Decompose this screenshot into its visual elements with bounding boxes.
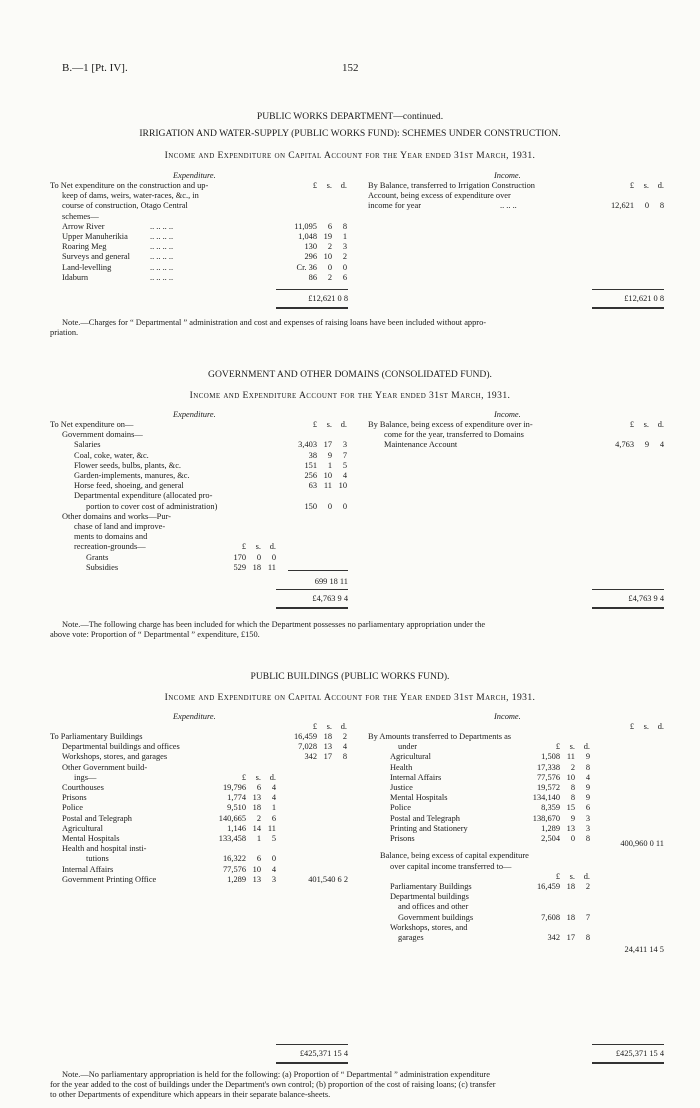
s2-by-line: By Balance, being excess of expenditure over in- — [368, 420, 533, 429]
s1-leader: .. .. .. .. — [150, 221, 174, 231]
s3-note: Note.—No parliamentary appropriation is held for the following: (a) Proportion of “ Departmental ” administration expenditure — [62, 1070, 490, 1079]
s2-note: Note.—The following charge has been included for which the Department possesses no parliamentary appropriation under the — [62, 620, 486, 629]
s1-income-label: Income. — [494, 171, 521, 180]
s1-to-line: keep of dams, weirs, water-races, &c., in — [62, 191, 199, 201]
s1-total-right: £12,621 0 8 — [624, 294, 664, 303]
s2-dept-line: portion to cover cost of administration) — [86, 501, 218, 511]
s3-other-line: Other Government build- — [62, 762, 148, 772]
s3-note-cont2: to other Departments of expenditure which appears in their separate balance-sheets. — [50, 1090, 331, 1099]
s3-heading: Income and Expenditure on Capital Account for the Year ended 31st March, 1931. — [164, 692, 536, 703]
s2-rule — [288, 570, 348, 571]
s1-note: Note.—Charges for “ Departmental ” administration and cost and expenses of raising loans have been included without appro- — [62, 318, 487, 327]
s2-to-line: To Net expenditure on— — [50, 420, 134, 429]
s1-rule — [276, 289, 348, 290]
s1-leader: .. .. .. .. — [150, 232, 174, 241]
page-number: 152 — [342, 62, 359, 74]
s2-subsidies-name: Subsidies — [86, 562, 119, 572]
s1-item-name: Arrow River — [62, 221, 105, 231]
s1-to-line: schemes— — [62, 211, 99, 221]
s2-expenditure-label: Expenditure. — [173, 410, 216, 419]
s3-inc-item-name: Police — [390, 803, 411, 813]
s2-heading: Income and Expenditure Account for the Year ended 31st March, 1931. — [189, 390, 511, 401]
s2-item-name: Horse feed, shoeing, and general — [74, 481, 184, 491]
s3-inc-item-name: Prisons — [390, 834, 415, 843]
s3-title: PUBLIC BUILDINGS (PUBLIC WORKS FUND). — [250, 671, 450, 682]
s1-to-line: To Net expenditure on the construction and up- — [50, 181, 209, 190]
s3-item-name: tutions — [86, 854, 109, 864]
s1-leader: .. .. .. .. — [150, 272, 174, 282]
s3-total-right: £425,371 15 4 — [615, 1049, 664, 1058]
s3-double-rule — [276, 1062, 348, 1064]
s1-expenditure-label: Expenditure. — [173, 171, 216, 180]
s2-to-line: Government domains— — [62, 430, 143, 440]
s3-item-name: Mental Hospitals — [62, 834, 120, 843]
s2-other-line: chase of land and improve- — [74, 522, 166, 531]
s1-total-left: £12,621 0 8 — [308, 294, 348, 303]
s3-item-name: Internal Affairs — [62, 864, 114, 874]
s2-rule — [276, 589, 348, 590]
s1-leader: .. .. .. .. — [150, 262, 174, 272]
s3-item-name: Agricultural — [62, 823, 103, 833]
s3-top-item-name: Departmental buildings and offices — [62, 742, 180, 752]
s3-expenditure-label: Expenditure. — [173, 712, 216, 721]
s3-top-item-name: Workshops, stores, and garages — [62, 752, 168, 762]
running-header: B.—1 [Pt. IV]. — [62, 62, 128, 74]
s1-leader: .. .. .. — [500, 201, 517, 211]
s3-inc-subtotal: 400,960 0 11 — [620, 839, 664, 849]
s2-item-name: Flower seeds, bulbs, plants, &c. — [74, 460, 182, 470]
s3-item-name: Postal and Telegraph — [62, 813, 132, 823]
s1-double-rule — [276, 307, 348, 309]
s3-inc-item-name: Printing and Stationery — [390, 823, 468, 833]
s3-item-name: Prisons — [62, 793, 87, 803]
s1-item-name: Land-levelling — [62, 262, 112, 272]
s1-item-name: Upper Manuherikia — [62, 232, 128, 241]
s3-rule — [592, 1044, 664, 1045]
s1-to-line: course of construction, Otago Central — [62, 201, 188, 211]
s3-top-item-name: To Parliamentary Buildings — [50, 732, 143, 741]
s3-note-cont: for the year added to the cost of buildings under the Department's own control; (b) proportion of the cost of raising loans; (c) transfer — [50, 1080, 496, 1089]
s2-other-total: 699 18 11 — [314, 577, 348, 586]
s1-leader: .. .. .. .. — [150, 252, 174, 262]
s2-total-left: £4,763 9 4 — [312, 594, 348, 603]
s3-item-name: Health and hospital insti- — [62, 844, 147, 854]
s2-rule — [592, 589, 664, 590]
s1-item-name: Idaburn — [62, 272, 89, 282]
s3-other-total: 401,540 6 2 — [308, 874, 348, 884]
s1-item-name: Surveys and general — [62, 252, 130, 262]
s1-by-line: Account, being excess of expenditure over — [368, 191, 511, 201]
s3-total-left: £425,371 15 4 — [299, 1049, 348, 1058]
s3-bal-item-name: garages — [398, 932, 424, 942]
s2-item-name: Coal, coke, water, &c. — [74, 450, 149, 460]
s2-double-rule — [276, 607, 348, 609]
s3-bal-item-name: Parliamentary Buildings — [390, 881, 472, 891]
s3-balance-line: Balance, being excess of capital expenditure — [380, 851, 529, 861]
s3-inc-item-name: Justice — [390, 783, 413, 792]
s2-item-name: Garden-implements, manures, &c. — [74, 471, 190, 480]
s2-by-line: come for the year, transferred to Domains — [384, 430, 524, 440]
s3-bal-item-name: Departmental buildings — [390, 892, 469, 902]
s1-leader: .. .. .. .. — [150, 242, 174, 252]
s3-inc-item-name: Postal and Telegraph — [390, 813, 460, 823]
s2-double-rule — [592, 607, 664, 609]
s3-item-name: Government Printing Office — [62, 874, 157, 884]
s3-inc-item-name: Agricultural — [390, 752, 431, 762]
s3-inc-item-name: Health — [390, 762, 413, 772]
s3-balance-line: over capital income transferred to— — [390, 861, 512, 871]
s3-by-line: under — [398, 742, 418, 752]
s2-note-cont: above vote: Proportion of “ Departmental ” expenditure, £150. — [50, 630, 260, 639]
s1-heading: Income and Expenditure on Capital Account for the Year ended 31st March, 1931. — [164, 150, 536, 161]
s3-bal-item-name: Workshops, stores, and — [390, 922, 468, 932]
s3-bal-item-name: and offices and other — [398, 902, 469, 912]
s2-total-right: £4,763 9 4 — [628, 594, 664, 603]
s1-double-rule — [592, 307, 664, 309]
s2-income-label: Income. — [494, 410, 521, 419]
s3-inc-item-name: Mental Hospitals — [390, 793, 448, 803]
s2-grants-name: Grants — [86, 552, 109, 562]
s1-rule — [592, 289, 664, 290]
s1-note-cont: priation. — [50, 328, 79, 337]
s2-dept-line: Departmental expenditure (allocated pro- — [74, 491, 213, 501]
s3-other-line: ings— — [74, 772, 97, 782]
s2-other-line: Other domains and works—Pur- — [62, 511, 171, 521]
s2-other-line: recreation-grounds— — [74, 542, 146, 552]
s3-item-name: Police — [62, 803, 83, 813]
s1-by-line: By Balance, transferred to Irrigation Construction — [368, 181, 535, 190]
s3-inc-item-name: Internal Affairs — [390, 772, 442, 782]
s2-by-line: Maintenance Account — [384, 440, 458, 450]
s3-bal-item-name: Government buildings — [398, 912, 474, 922]
s1-title: PUBLIC WORKS DEPARTMENT—continued. — [256, 111, 444, 122]
s2-item-name: Salaries — [74, 440, 101, 450]
s3-rule — [276, 1044, 348, 1045]
s2-title: GOVERNMENT AND OTHER DOMAINS (CONSOLIDATED FUND). — [208, 369, 492, 380]
s1-by-line: income for year — [368, 201, 422, 211]
s3-by-line: By Amounts transferred to Departments as — [368, 732, 512, 741]
s3-item-name: Courthouses — [62, 783, 104, 792]
s3-bal-total: 24,411 14 5 — [624, 945, 664, 955]
s2-other-line: ments to domains and — [74, 532, 148, 542]
s3-double-rule — [592, 1062, 664, 1064]
s3-income-label: Income. — [494, 712, 521, 721]
s1-subtitle: IRRIGATION AND WATER-SUPPLY (PUBLIC WORKS FUND): SCHEMES UNDER CONSTRUCTION. — [139, 128, 561, 139]
s1-item-name: Roaring Meg — [62, 242, 107, 252]
